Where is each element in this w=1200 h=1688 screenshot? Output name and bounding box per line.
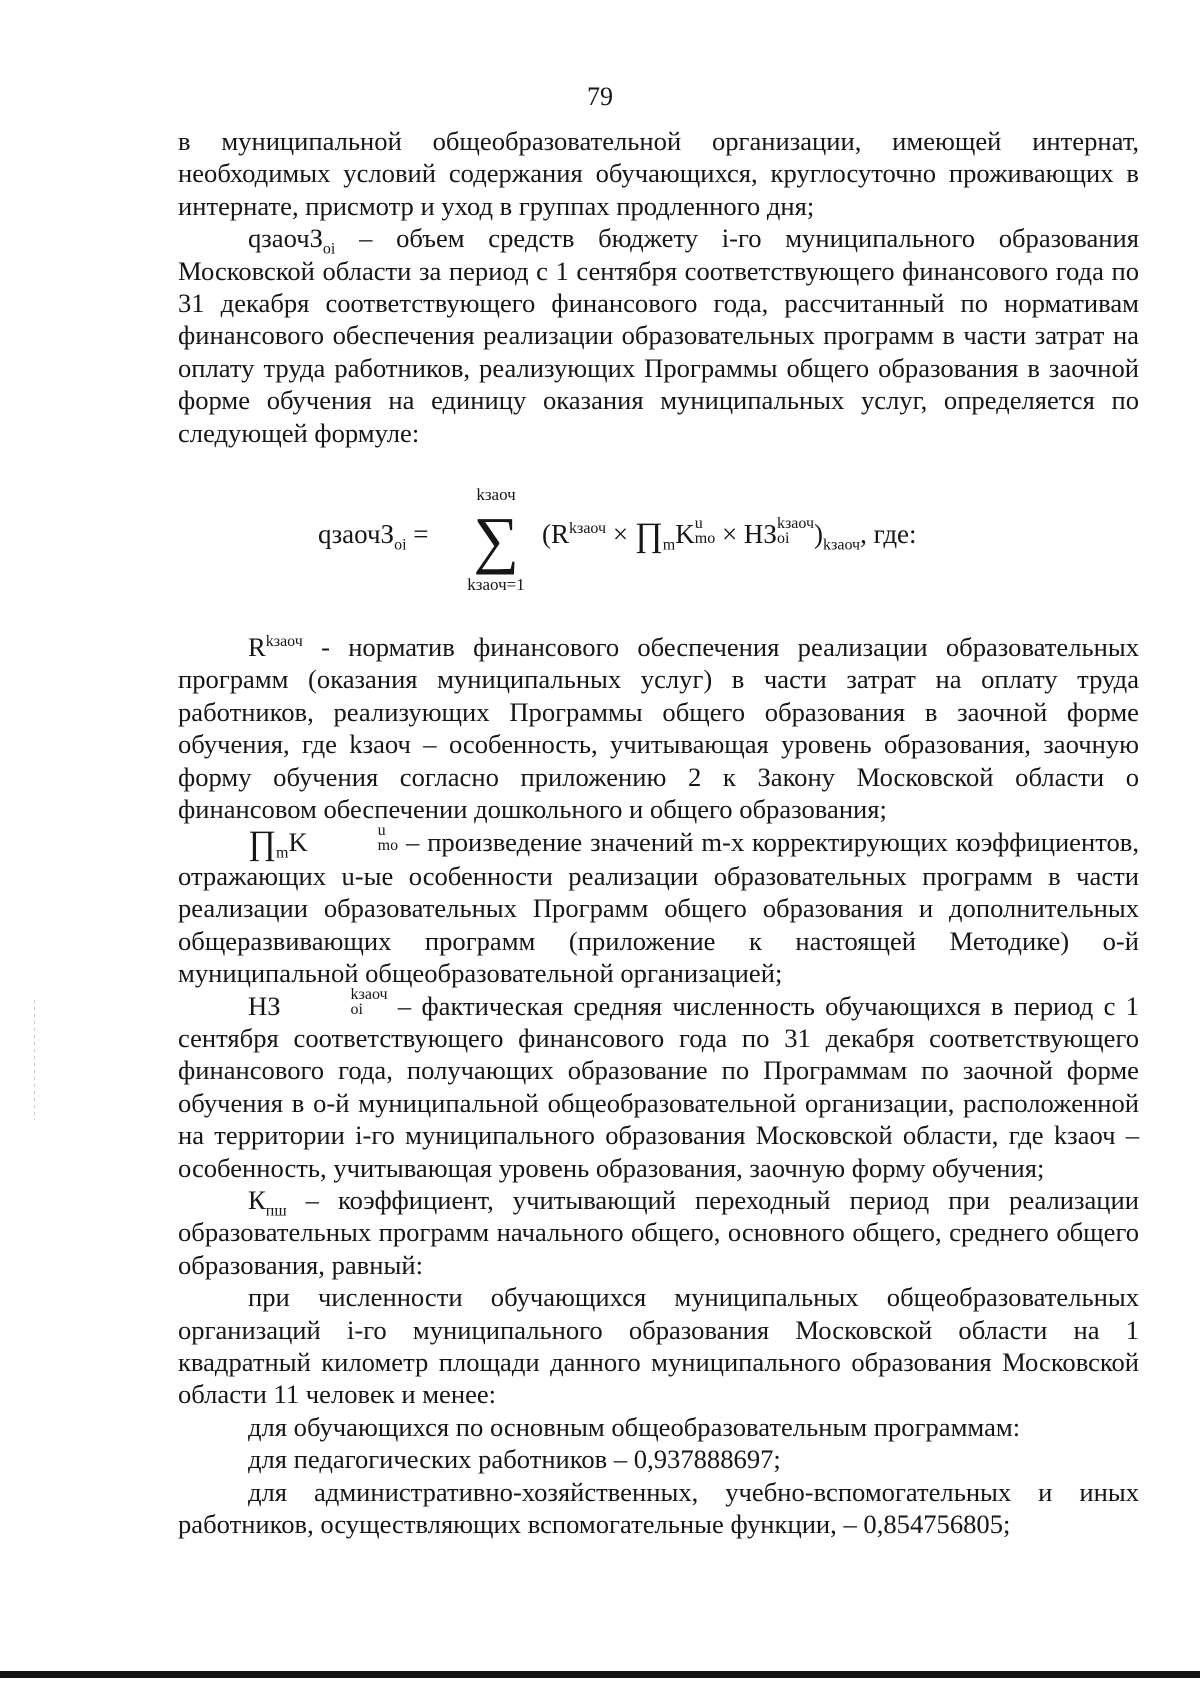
paragraph-product-definition: $\prod_mK$ u mo – произведение значений m-х корректирующих коэффициентов, отражающих u-ые особенности реализации образовательных программ в части реализации образовательных Программ общего образования и дополнительных общеразвивающих программ (приложение к настоящей Методике) о-й муниципальной общеобразовательной организацией;	[178, 822, 1139, 989]
formula-block	[178, 463, 1139, 619]
scan-bottom-edge	[0, 1671, 1200, 1678]
formula-summation	[456, 485, 536, 595]
summation-upper-limit: kзаоч	[476, 485, 516, 505]
paragraph-intro: в муниципальной общеобразовательной организации, имеющей интернат, необходимых условий содержания обучающихся, круглосуточно проживающих в интернате, присмотр и уход в группах продленного дня;	[178, 126, 1139, 221]
paragraph-r-definition	[178, 631, 1139, 825]
paragraph-density-condition: при численности обучающихся муниципальных общеобразовательных организаций i-го муниципального образования Московской области на 1 квадратный километр площади данного муниципального образования Московской области 11 человек и менее:	[178, 1282, 1139, 1410]
term-qzaoch-sub: oi	[322, 240, 336, 258]
formula-lhs: qзаочЗ$_{oi}$ =	[318, 519, 429, 554]
document-body	[178, 125, 1139, 1540]
page-number: 79	[587, 82, 613, 111]
formula-rhs: ($R^{kзаоч}$ × $\prod_mK$ u mo × НЗ kзаоч oi )$_{kзаоч}$, где:	[542, 514, 917, 555]
term-product-sign: ∏	[248, 824, 276, 862]
term-r: R	[248, 632, 266, 663]
paragraph-teachers-coefficient: для педагогических работников – 0,937888697;	[248, 1444, 781, 1475]
term-qzaoch: qзаочЗ	[248, 223, 323, 254]
scan-crease-mark	[34, 1000, 35, 1120]
paragraph-nz-text: – фактическая средняя численность обучающихся в период с 1 сентября соответствующего финансового года по 31 декабря соответствующего финансового года, получающих образование по Программам по заочной форме обучения в о-й муниципальной общеобразовательной организации, расположенной на территории i-го муниципального образования Московской области, где kзаоч – особенность, учитывающая уровень образования, заочную форму обучения;	[178, 990, 1139, 1183]
paragraph-nz-definition: НЗ kзаоч oi – фактическая средняя численность обучающихся в период с 1 сентября соответствующего финансового года по 31 декабря соответствующего финансового года, получающих образование по Программам по заочной форме обучения в о-й муниципальной общеобразовательной организации, расположенной на территории i-го муниципального образования Московской области, где kзаоч – особенность, учитывающая уровень образования, заочную форму обучения;	[178, 986, 1139, 1183]
paragraph-qzaoch-definition	[178, 222, 1139, 449]
summation-lower-limit: kзаоч=1	[467, 575, 525, 595]
paragraph-kpsh-definition: $К_{пш}$ – коэффициент, учитывающий переходный период при реализации образовательных программ начального общего, основного общего, среднего общего образования, равный:	[178, 1184, 1139, 1280]
paragraph-r-text: - норматив финансового обеспечения реализации образовательных программ (оказания муниципальных услуг) в части затрат на оплату труда работников, реализующих Программы общего образования в заочной форме обучения, где kзаоч – особенность, учитывающая уровень образования, заочную форму обучения согласно приложению 2 к Закону Московской области о финансовом обеспечении дошкольного и общего образования;	[178, 632, 1139, 825]
term-r-sup: kзаоч	[265, 633, 303, 651]
paragraph-qzaoch-text: – объем средств бюджету i-го муниципального образования Московской области за период с 1 сентября соответствующего финансового года по 31 декабря соответствующего финансового года, рассчитанный по нормативам финансового обеспечения реализации образовательных программ в части затрат на оплату труда работников, реализующих Программы общего образования в заочной форме обучения на единицу оказания муниципальных услуг, определяется по следующей формуле:	[178, 223, 1139, 448]
product-sign: ∏	[634, 517, 663, 555]
paragraph-support-staff-coefficient: для административно-хозяйственных, учебно-вспомогательных и иных работников, осуществляющих вспомогательные функции, – 0,854756805;	[178, 1476, 1139, 1540]
paragraph-product-text: – произведение значений m-х корректирующих коэффициентов, отражающих u-ые особенности реализации образовательных программ в части реализации образовательных Программ общего образования и дополнительных общеразвивающих программ (приложение к настоящей Методике) о-й муниципальной общеобразовательной организацией;	[178, 826, 1139, 989]
summation-sign: ∑	[473, 504, 519, 576]
term-nz: НЗ	[248, 990, 281, 1021]
term-kpsh: К	[248, 1184, 266, 1215]
paragraph-main-programs: для обучающихся по основным общеобразовательным программам:	[248, 1411, 1021, 1442]
paragraph-kpsh-text: – коэффициент, учитывающий переходный период при реализации образовательных программ начального общего, основного общего, среднего общего образования, равный:	[178, 1184, 1139, 1280]
